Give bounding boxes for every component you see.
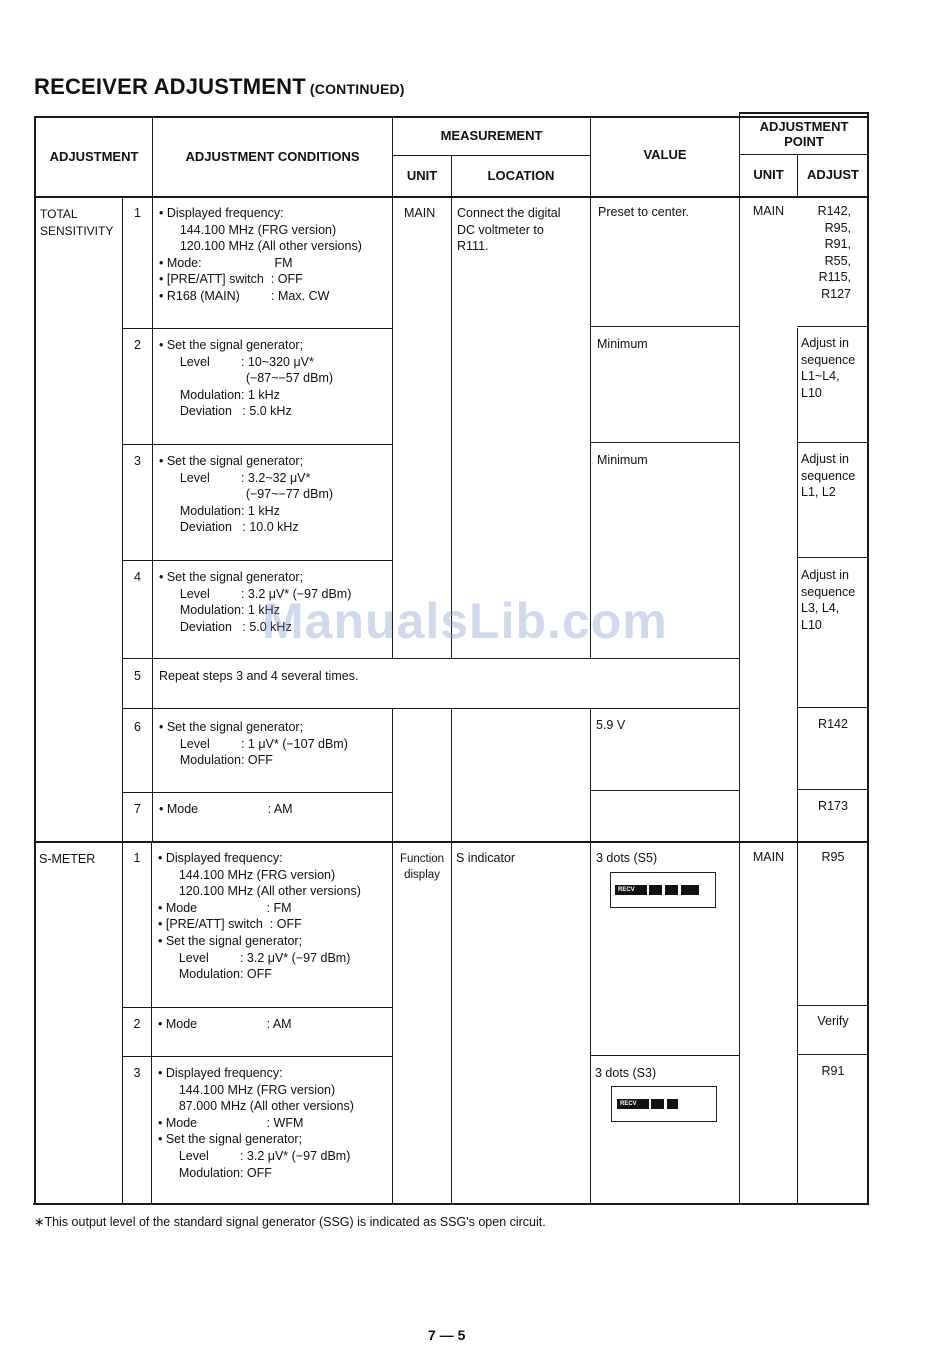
step-adjust: R173 <box>818 799 848 813</box>
header-location: LOCATION <box>487 168 555 183</box>
title-main: RECEIVER ADJUSTMENT <box>34 74 306 99</box>
s-meter-display-s5 <box>610 872 716 908</box>
header-adjustment-point <box>740 119 868 149</box>
step-number: 7 <box>134 802 141 816</box>
step-conditions: • Set the signal generator; Level : 3.2~32 μV* (−97~−77 dBm) Modulation: 1 kHz Deviation : 10.0 kHz <box>159 454 334 535</box>
header-measurement: MEASUREMENT <box>440 128 543 143</box>
page-title <box>34 74 405 100</box>
recv-label: RECV <box>617 1099 649 1109</box>
header-ap-unit: UNIT <box>753 167 784 182</box>
total-ap-unit: MAIN <box>752 204 785 218</box>
step-value: 3 dots (S3) <box>595 1066 657 1080</box>
page-number: 7 — 5 <box>428 1327 466 1343</box>
step-conditions: • Set the signal generator; Level : 3.2 μV* (−97 dBm) Modulation: 1 kHz Deviation : 5.0 kHz <box>159 570 352 634</box>
s-dot <box>681 885 699 895</box>
title-continued: (CONTINUED) <box>309 81 405 97</box>
step-conditions: • Mode : AM <box>159 802 293 816</box>
s-dot <box>649 885 662 895</box>
step-number: 1 <box>134 206 141 220</box>
recv-label: RECV <box>615 885 647 895</box>
step-number: 2 <box>134 338 141 352</box>
step-conditions: • Mode : AM <box>158 1017 292 1031</box>
step-adjust: R95 <box>821 850 845 864</box>
smeter-meas-unit: Function display <box>399 853 445 881</box>
footnote: ∗This output level of the standard signal generator (SSG) is indicated as SSG's open circuit. <box>34 1215 546 1229</box>
s-meter-display-s3 <box>611 1086 717 1122</box>
header-value: VALUE <box>643 147 687 162</box>
step-adjust: R142, R95, R91, R55, R115, R127 <box>817 204 851 301</box>
total-location: Connect the digital DC voltmeter to R111. <box>457 206 561 254</box>
step-conditions: • Displayed frequency: 144.100 MHz (FRG version) 120.100 MHz (All other versions) • Mode : FM • [PRE/ATT] switch : OFF • Set the signal generator; Level : 3.2 μV* (−97 dBm) Modulation: OFF <box>158 851 361 982</box>
step-number: 1 <box>133 851 141 865</box>
step-conditions: • Displayed frequency: 144.100 MHz (FRG version) 87.000 MHz (All other versions) • Mode : WFM • Set the signal generator; Level : 3.2 μV* (−97 dBm) Modulation: OFF <box>158 1066 354 1180</box>
total-meas-unit: MAIN <box>404 206 436 220</box>
header-conditions: ADJUSTMENT CONDITIONS <box>185 149 360 164</box>
step-number: 3 <box>133 1066 141 1080</box>
step-conditions: • Set the signal generator; Level : 10~320 μV* (−87~−57 dBm) Modulation: 1 kHz Deviation : 5.0 kHz <box>159 338 334 419</box>
s-dot <box>665 885 678 895</box>
step-number: 5 <box>134 669 141 683</box>
header-adj-point-line2: POINT <box>784 134 824 149</box>
step-conditions: • Displayed frequency: 144.100 MHz (FRG version) 120.100 MHz (All other versions) • Mode: FM • [PRE/ATT] switch : OFF • R168 (MAIN) : Max. CW <box>159 206 362 303</box>
step-adjust: R142 <box>818 717 848 731</box>
step-adjust: Adjust in sequence L3, L4, L10 <box>801 568 856 632</box>
step-adjust: Adjust in sequence L1, L2 <box>801 452 856 500</box>
adjustment-total-sensitivity: TOTAL SENSITIVITY <box>40 207 114 238</box>
smeter-location: S indicator <box>456 851 516 865</box>
step-number: 6 <box>134 720 141 734</box>
step-conditions: • Set the signal generator; Level : 1 μV* (−107 dBm) Modulation: OFF <box>159 720 348 768</box>
s-dot <box>667 1099 678 1109</box>
step-number: 3 <box>134 454 141 468</box>
adjustment-s-meter: S-METER <box>39 852 96 866</box>
smeter-ap-unit: MAIN <box>752 850 785 864</box>
step-value: Minimum <box>597 337 648 351</box>
step-number: 2 <box>133 1017 141 1031</box>
step-value: 3 dots (S5) <box>596 851 658 865</box>
header-meas-unit: UNIT <box>406 168 438 183</box>
header-adj-point-line1: ADJUSTMENT <box>759 119 849 134</box>
step-adjust: R91 <box>821 1064 845 1078</box>
step-number: 4 <box>134 570 141 584</box>
step-adjust: Adjust in sequence L1~L4, L10 <box>801 336 856 400</box>
step-adjust: Verify <box>817 1014 849 1028</box>
watermark: ManualsLib.com <box>262 593 668 649</box>
header-adjustment: ADJUSTMENT <box>49 149 139 164</box>
step-value: Minimum <box>597 453 648 467</box>
header-ap-adjust: ADJUST <box>806 167 859 182</box>
step-value: Preset to center. <box>598 205 690 219</box>
step-value: 5.9 V <box>596 718 626 732</box>
step-conditions: Repeat steps 3 and 4 several times. <box>159 669 359 683</box>
s-dot <box>651 1099 664 1109</box>
